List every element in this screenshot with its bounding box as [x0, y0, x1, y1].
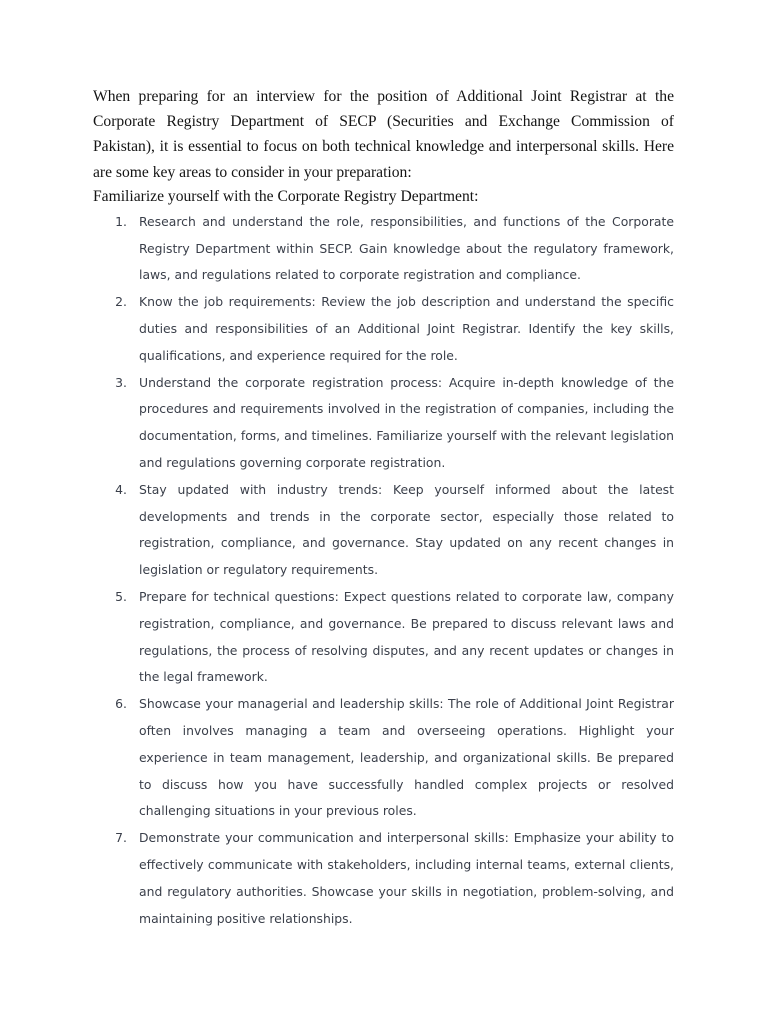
- list-item-text: Stay updated with industry trends: Keep yourself informed about the latest developments and trends in the corporate sector, especially those related to registration, compliance, and governance. Stay updated on any recent changes in legislation or regulatory requirements.: [139, 481, 674, 578]
- list-item-text: Prepare for technical questions: Expect questions related to corporate law, company registration, compliance, and governance. Be prepared to discuss relevant laws and regulations, the process of resolving disputes, and any recent updates or changes in the legal framework.: [139, 588, 674, 685]
- list-item-number: 2.: [115, 294, 127, 310]
- list-item: [93, 209, 674, 289]
- list-item-number: 6.: [115, 696, 127, 712]
- list-item-text: Showcase your managerial and leadership skills: The role of Additional Joint Registrar often involves managing a team and overseeing operations. Highlight your experience in team management, leadership, and organizational skills. Be prepared to discuss how you have successfully handled complex projects or resolved challenging situations in your previous roles.: [139, 696, 674, 819]
- list-item-number: 5.: [115, 588, 127, 604]
- list-item: [93, 477, 674, 584]
- list-item: [93, 825, 674, 932]
- list-item-text: Research and understand the role, responsibilities, and functions of the Corporate Registry Department within SECP. Gain knowledge about the regulatory framework, laws, and regulations related to corporate registration and compliance.: [139, 213, 674, 283]
- list-item-text: Understand the corporate registration process: Acquire in-depth knowledge of the procedures and requirements involved in the registration of companies, including the documentation, forms, and timelines. Familiarize yourself with the relevant legislation and regulations governing corporate registration.: [139, 374, 674, 470]
- list-item-number: 3.: [115, 374, 127, 390]
- list-item: [93, 370, 674, 477]
- intro-paragraph: When preparing for an interview for the position of Additional Joint Registrar at the Corporate Registry Department of SECP (Securities and Exchange Commission of Pakistan), it is essential to focus on both technical knowledge and interpersonal skills. Here are some key areas to consider in your preparation:: [93, 88, 674, 181]
- list-item-number: 7.: [115, 830, 127, 846]
- list-item-text: Demonstrate your communication and interpersonal skills: Emphasize your ability to effectively communicate with stakeholders, including internal teams, external clients, and regulatory authorities. Showcase your skills in negotiation, problem-solving, and maintaining positive relationships.: [139, 830, 674, 926]
- section-heading: Familiarize yourself with the Corporate Registry Department:: [93, 187, 479, 205]
- list-item-text: Know the job requirements: Review the job description and understand the specific duties and responsibilities of an Additional Joint Registrar. Identify the key skills, qualifications, and experience required for the role.: [139, 294, 674, 363]
- list-item-number: 1.: [115, 213, 127, 229]
- list-item: [93, 691, 674, 825]
- list-item: [93, 289, 674, 369]
- list-item: [93, 584, 674, 691]
- list-item-number: 4.: [115, 481, 127, 497]
- document-page: [93, 84, 674, 932]
- preparation-list: [93, 209, 674, 933]
